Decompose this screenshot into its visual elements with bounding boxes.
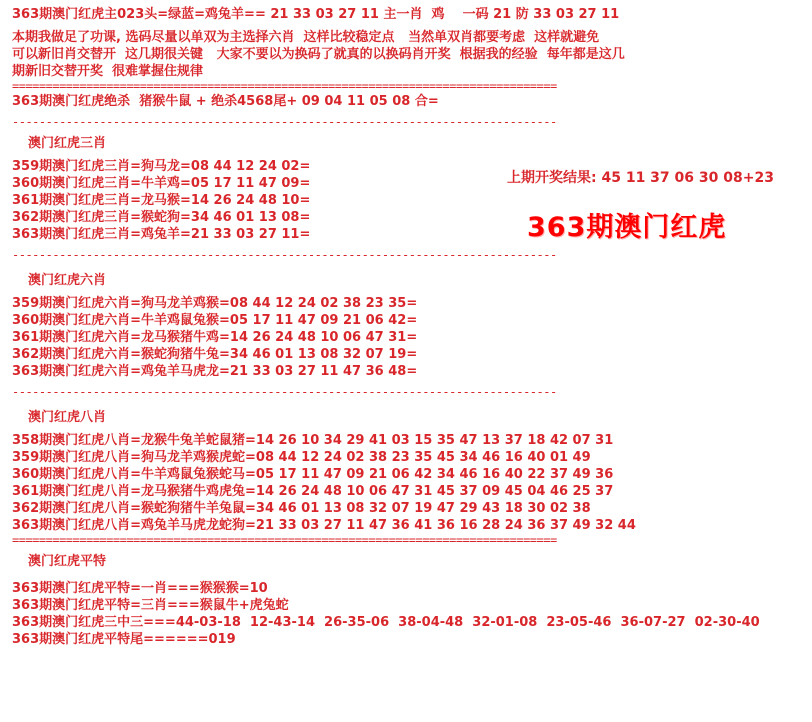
row-pingte-3: 363期澳门红虎三中三===44-03-18 12-43-14 26-35-06 38-04-48 32-01-08 23-05-46 36-07-27 02-30-40 bbox=[12, 615, 760, 630]
page-title: 363期澳门红虎 bbox=[527, 212, 727, 243]
row-baxiao-6: 363期澳门红虎八肖=鸡兔羊马虎龙蛇狗=21 33 03 27 11 47 36 41 36 16 28 24 36 37 49 32 44 bbox=[12, 518, 636, 533]
intro-line-3: 期新旧交替开奖 很难掌握住规律 bbox=[12, 64, 204, 79]
row-pingte-2: 363期澳门红虎平特=三肖===猴鼠牛+虎兔蛇 bbox=[12, 598, 289, 613]
row-liuxiao-4: 362期澳门红虎六肖=猴蛇狗猪牛兔=34 46 01 13 08 32 07 19= bbox=[12, 347, 418, 362]
row-sanxiao-1: 359期澳门红虎三肖=狗马龙=08 44 12 24 02= bbox=[12, 159, 311, 174]
row-liuxiao-5: 363期澳门红虎六肖=鸡兔羊马虎龙=21 33 03 27 11 47 36 48= bbox=[12, 364, 418, 379]
divider-2: --------------------------------------------------------------------------------- bbox=[12, 116, 557, 129]
row-baxiao-1: 358期澳门红虎八肖=龙猴牛兔羊蛇鼠猪=14 26 10 34 29 41 03 15 35 47 13 37 18 42 07 31 bbox=[12, 433, 614, 448]
last-draw-result: 上期开奖结果: 45 11 37 06 30 08+23 bbox=[507, 170, 774, 186]
intro-line-2: 可以新旧肖交替开 这几期很关键 大家不要以为换码了就真的以换码肖开奖 根据我的经验 每年都是这几 bbox=[12, 47, 625, 62]
divider-section-liuxiao: --------------------------------------------------------------------------------- bbox=[12, 386, 557, 399]
row-sanxiao-4: 362期澳门红虎三肖=猴蛇狗=34 46 01 13 08= bbox=[12, 210, 311, 225]
row-baxiao-4: 361期澳门红虎八肖=龙马猴猪牛鸡虎兔=14 26 24 48 10 06 47 31 45 37 09 45 04 46 25 37 bbox=[12, 484, 614, 499]
section-title-pingte: 澳门红虎平特 bbox=[28, 554, 107, 569]
divider-1: ================================================================================= bbox=[12, 80, 557, 93]
absolute-kill-line: 363期澳门红虎绝杀 猪猴牛鼠 + 绝杀4568尾+ 09 04 11 05 08 合= bbox=[12, 94, 439, 109]
row-liuxiao-1: 359期澳门红虎六肖=狗马龙羊鸡猴=08 44 12 24 02 38 23 35= bbox=[12, 296, 418, 311]
row-liuxiao-3: 361期澳门红虎六肖=龙马猴猪牛鸡=14 26 24 48 10 06 47 31= bbox=[12, 330, 418, 345]
row-baxiao-5: 362期澳门红虎八肖=猴蛇狗猪牛羊兔鼠=34 46 01 13 08 32 07 19 47 29 43 18 30 02 38 bbox=[12, 501, 591, 516]
section-title-liuxiao: 澳门红虎六肖 bbox=[28, 273, 107, 288]
divider-section-sanxiao: --------------------------------------------------------------------------------- bbox=[12, 249, 557, 262]
row-sanxiao-3: 361期澳门红虎三肖=龙马猴=14 26 24 48 10= bbox=[12, 193, 311, 208]
row-liuxiao-2: 360期澳门红虎六肖=牛羊鸡鼠兔猴=05 17 11 47 09 21 06 42= bbox=[12, 313, 418, 328]
row-baxiao-3: 360期澳门红虎八肖=牛羊鸡鼠兔猴蛇马=05 17 11 47 09 21 06 42 34 46 16 40 22 37 49 36 bbox=[12, 467, 614, 482]
row-baxiao-2: 359期澳门红虎八肖=狗马龙羊鸡猴虎蛇=08 44 12 24 02 38 23 35 45 34 46 16 40 01 49 bbox=[12, 450, 591, 465]
row-pingte-4: 363期澳门红虎平特尾======019 bbox=[12, 632, 236, 647]
row-pingte-1: 363期澳门红虎平特=一肖===猴猴猴=10 bbox=[12, 581, 268, 596]
row-sanxiao-2: 360期澳门红虎三肖=牛羊鸡=05 17 11 47 09= bbox=[12, 176, 311, 191]
divider-section-baxiao: ================================================================================= bbox=[12, 534, 557, 547]
section-title-sanxiao: 澳门红虎三肖 bbox=[28, 136, 107, 151]
header-main-line: 363期澳门红虎主023头=绿蓝=鸡兔羊== 21 33 03 27 11 主一肖 鸡 一码 21 防 33 03 27 11 bbox=[12, 7, 620, 22]
section-title-baxiao: 澳门红虎八肖 bbox=[28, 410, 107, 425]
row-sanxiao-5: 363期澳门红虎三肖=鸡兔羊=21 33 03 27 11= bbox=[12, 227, 311, 242]
intro-line-1: 本期我做足了功课, 选码尽量以单双为主选择六肖 这样比较稳定点 当然单双肖都要考虑 这样就避免 bbox=[12, 30, 600, 45]
